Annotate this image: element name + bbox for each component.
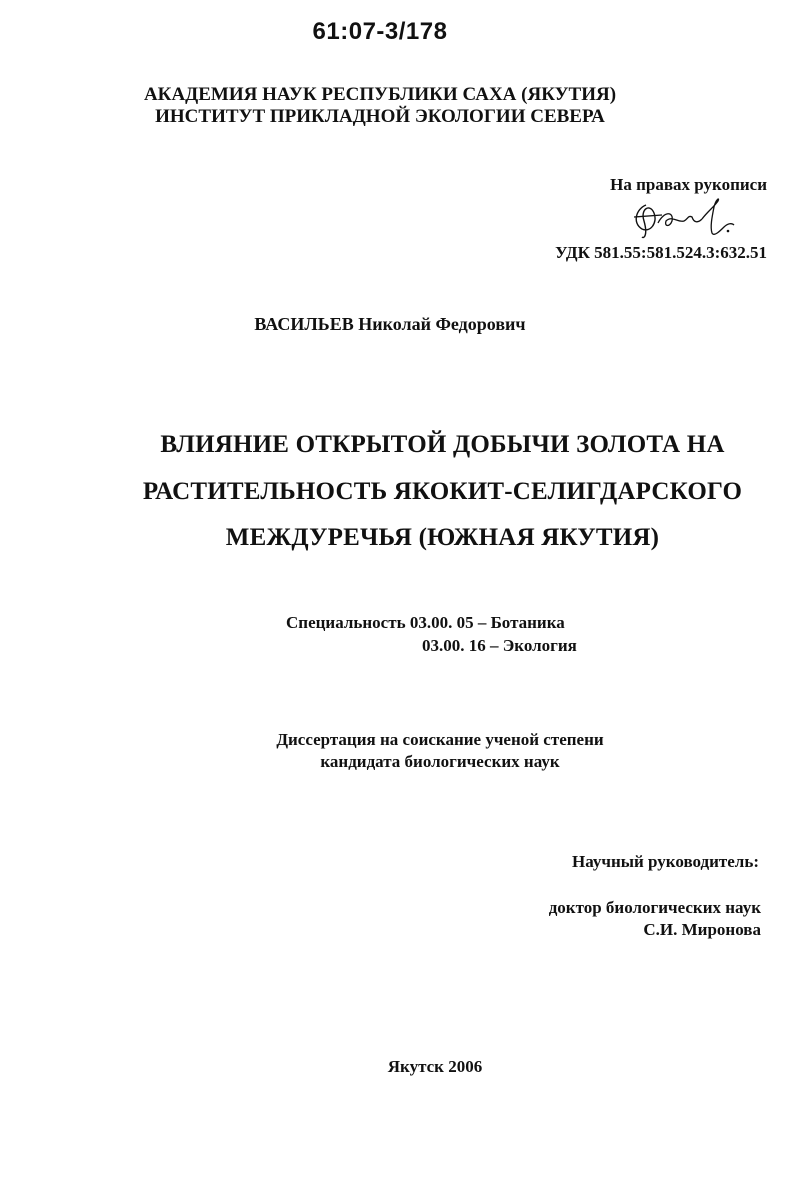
title-line-3: МЕЖДУРЕЧЬЯ (ЮЖНАЯ ЯКУТИЯ)	[225, 524, 660, 551]
author-given-names: Николай Федорович	[358, 314, 526, 334]
title-line-1: ВЛИЯНИЕ ОТКРЫТОЙ ДОБЫЧИ ЗОЛОТА НА	[160, 431, 725, 458]
dissertation-line-2: кандидата биологических наук	[320, 752, 560, 771]
specialty-ecology: 03.00. 16 – Экология	[422, 636, 577, 655]
author-surname: ВАСИЛЬЕВ	[254, 314, 354, 334]
handwritten-signature	[628, 193, 740, 241]
title-line-2: РАСТИТЕЛЬНОСТЬ ЯКОКИТ-СЕЛИГДАРСКОГО	[142, 478, 743, 505]
city-year: Якутск 2006	[387, 1057, 483, 1076]
advisor-name: С.И. Миронова	[643, 920, 761, 939]
udk-code: УДК 581.55:581.524.3:632.51	[555, 243, 767, 262]
organization-academy: АКАДЕМИЯ НАУК РЕСПУБЛИКИ САХА (ЯКУТИЯ)	[143, 84, 617, 105]
advisor-label: Научный руководитель:	[572, 852, 759, 871]
advisor-degree: доктор биологических наук	[548, 898, 761, 917]
specialty-botany: Специальность 03.00. 05 – Ботаника	[286, 613, 565, 632]
author-name	[0, 314, 780, 335]
dissertation-line-1: Диссертация на соискание ученой степени	[276, 730, 604, 749]
organization-institute: ИНСТИТУТ ПРИКЛАДНОЙ ЭКОЛОГИИ СЕВЕРА	[155, 106, 605, 127]
manuscript-rights-note: На правах рукописи	[610, 175, 767, 194]
archive-ref-number: 61:07-3/178	[312, 18, 448, 45]
